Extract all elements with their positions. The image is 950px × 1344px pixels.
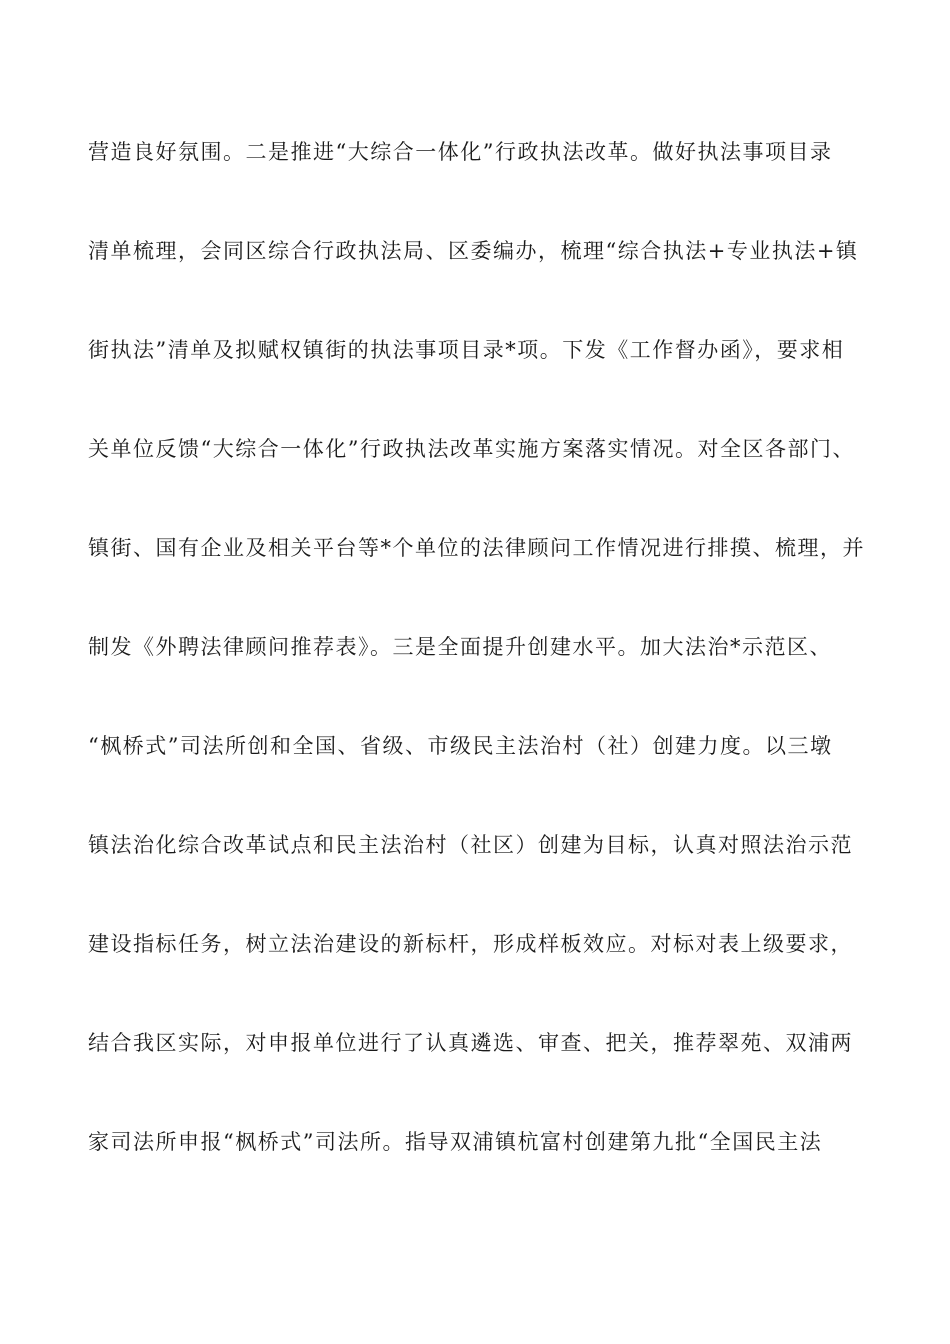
text-line-3: 街执法”清单及拟赋权镇街的执法事项目录*项。下发《工作督办函》，要求相 — [88, 338, 845, 362]
text-line-2: 清单梳理，会同区综合行政执法局、区委编办，梳理“综合执法+专业执法+镇 — [88, 239, 859, 263]
text-line-8: 镇法治化综合改革试点和民主法治村（社区）创建为目标，认真对照法治示范 — [88, 833, 853, 857]
text-line-10: 结合我区实际，对申报单位进行了认真遴选、审查、把关，推荐翠苑、双浦两 — [88, 1031, 853, 1055]
text-line-1: 营造良好氛围。二是推进“大综合一体化”行政执法改革。做好执法事项目录 — [88, 140, 833, 164]
text-line-4: 关单位反馈“大综合一体化”行政执法改革实施方案落实情况。对全区各部门、 — [88, 437, 855, 461]
body-paragraph — [88, 130, 878, 1219]
text-line-6: 制发《外聘法律顾问推荐表》。三是全面提升创建水平。加大法治*示范区、 — [88, 635, 832, 659]
text-line-11: 家司法所申报“枫桥式”司法所。指导双浦镇杭富村创建第九批“全国民主法 — [88, 1130, 823, 1154]
text-line-5: 镇街、国有企业及相关平台等*个单位的法律顾问工作情况进行排摸、梳理，并 — [88, 536, 865, 560]
text-line-7: “枫桥式”司法所创和全国、省级、市级民主法治村（社）创建力度。以三墩 — [88, 734, 833, 758]
text-line-9: 建设指标任务，树立法治建设的新标杆，形成样板效应。对标对表上级要求， — [88, 932, 853, 956]
